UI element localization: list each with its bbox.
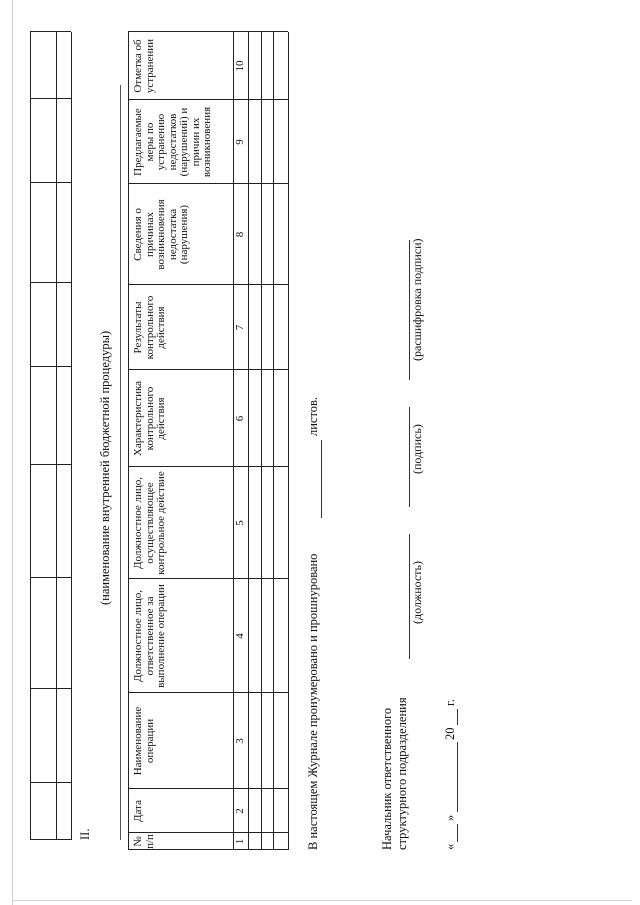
header-date: Дата [132,800,144,822]
column-number: 6 [234,415,246,422]
column-number: 8 [234,231,246,238]
header-number: № п/п [132,834,156,849]
caption-signature: (подпись) [410,424,424,474]
column-number: 9 [234,139,246,145]
column-number: 3 [234,738,246,744]
column-number: 1 [234,838,246,845]
pages-note-end: листов. [306,396,320,436]
caption-position: (должность) [410,561,424,624]
date-day-blank [457,824,458,842]
header-proposed-measures: Предлагаемые меры по устранению недостатков (нарушений) и причин их возникновения [132,106,213,178]
column-number: 4 [234,633,246,639]
column-number: 10 [234,60,246,72]
header-operation-name: Наименование операции [132,706,156,776]
date-open-quote: « [443,843,457,850]
header-control-responsible: Должностное лицо, осуществляющее контрольное действие [132,471,167,575]
section-label: II. [78,828,92,840]
date-month-blank [457,742,458,812]
pages-note-start: В настоящем Журнале пронумеровано и прошнуровано [306,553,320,850]
procedure-caption: (наименование внутренней бюджетной процедуры) [98,330,112,605]
header-control-results: Результаты контрольного действия [132,295,167,360]
column-number: 2 [234,808,246,814]
head-title-line2: структурного подразделения [395,697,409,850]
date-close-quote: » [443,814,457,821]
date-year-blank [457,709,458,725]
caption-decoding: (расшифровка подписи) [410,238,424,361]
date-year-suffix: г. [443,699,457,706]
procedure-name-line [120,85,121,840]
header-resolution-mark: Отметка об устранении [132,38,156,94]
pages-count-blank [321,440,322,518]
header-control-characteristic: Характеристика контрольного действия [132,380,167,457]
date-year-prefix: 20 [443,727,457,740]
head-title-line1: Начальник ответственного [380,707,394,850]
header-operation-responsible: Должностное лицо, ответственное за выполнение операции [132,584,167,688]
column-number: 7 [234,324,246,331]
header-violation-causes: Сведения о причинах возникновения недостатка (нарушения) [132,199,190,270]
column-number: 5 [234,520,246,526]
